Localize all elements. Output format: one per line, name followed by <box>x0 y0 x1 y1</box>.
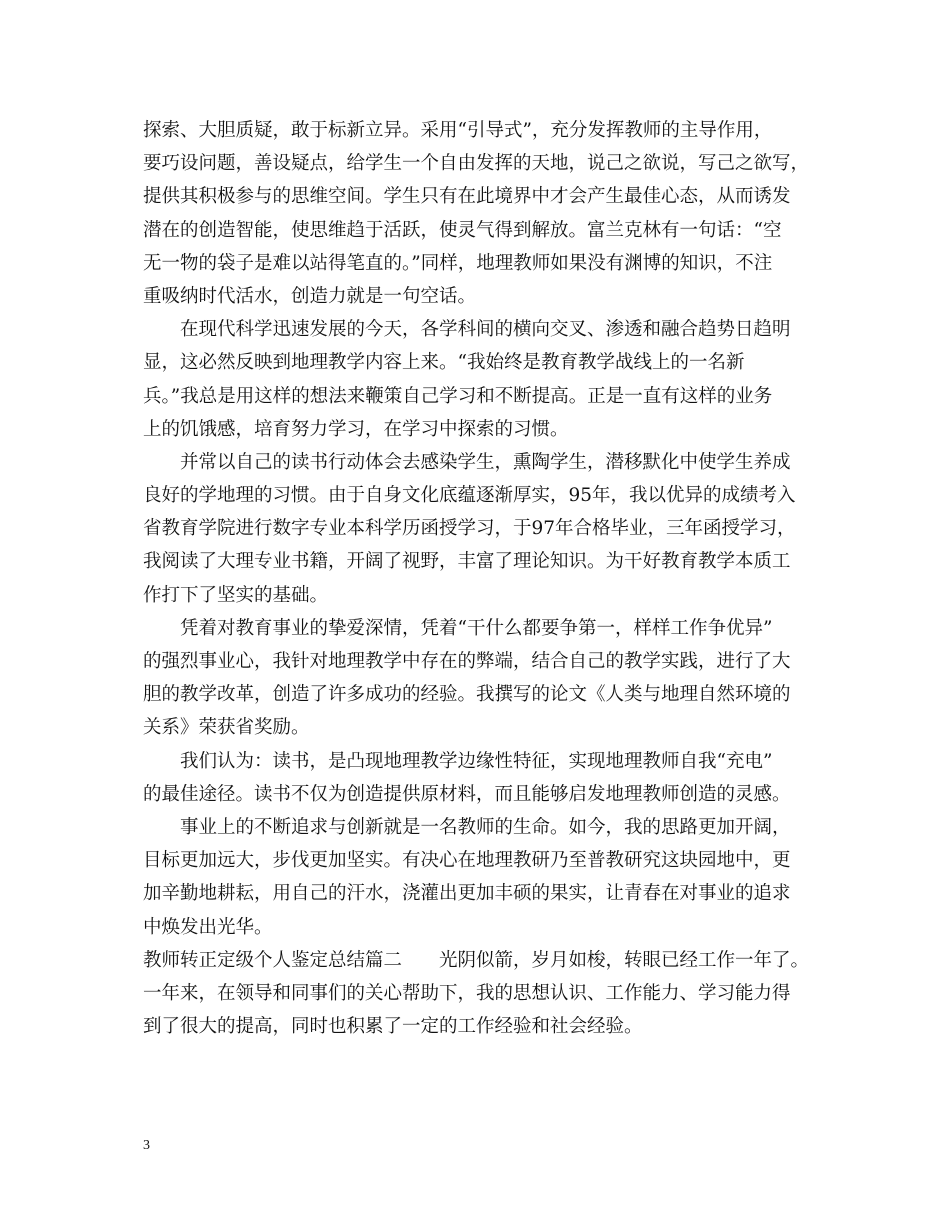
text-line: 上的饥饿感，培育努力学习，在学习中探索的习惯。 <box>143 418 569 440</box>
text-line: 的最佳途径。读书不仅为创造提供原材料，而且能够启发地理教师创造的灵感。 <box>143 783 791 805</box>
text-line: 关系》荣获省奖励。 <box>143 717 310 739</box>
page-number: 3 <box>143 1138 150 1153</box>
text-line: 一年来，在领导和同事们的关心帮助下，我的思想认识、工作能力、学习能力得 <box>143 982 791 1004</box>
paragraph-start-line: 凭着对教育事业的挚爱深情，凭着“干什么都要争第一，样样工作争优异” <box>180 617 773 639</box>
text-line: 中焕发出光华。 <box>143 916 273 938</box>
text-line: 作打下了坚实的基础。 <box>143 584 329 606</box>
text-line: 无一物的袋子是难以站得笔直的。”同样，地理教师如果没有渊博的知识，不注 <box>143 252 773 274</box>
text-line: 良好的学地理的习惯。由于自身文化底蕴逐渐厚实，95年，我以优异的成绩考入 <box>143 485 796 507</box>
text-line: 兵。”我总是用这样的想法来鞭策自己学习和不断提高。正是一直有这样的业务 <box>143 385 773 407</box>
text-line: 加辛勤地耕耘，用自己的汗水，浇灌出更加丰硕的果实，让青春在对事业的追求 <box>143 883 791 905</box>
text-line: 探索、大胆质疑，敢于标新立异。采用“引导式”，充分发挥教师的主导作用， <box>143 120 773 141</box>
body-text <box>143 114 823 1043</box>
text-line: 我阅读了大理专业书籍，开阔了视野，丰富了理论知识。为干好教育教学本质工 <box>143 551 791 573</box>
paragraph-start-line: 在现代科学迅速发展的今天，各学科间的横向交叉、渗透和融合趋势日趋明 <box>180 319 791 341</box>
text-line: 提供其积极参与的思维空间。学生只有在此境界中才会产生最佳心态，从而诱发 <box>143 186 791 208</box>
section-heading-line: 教师转正定级个人鉴定总结篇二 光阴似箭，岁月如梭，转眼已经工作一年了。 <box>143 949 810 971</box>
text-line: 显，这必然反映到地理教学内容上来。“我始终是教育教学战线上的一名新 <box>143 352 745 374</box>
text-line: 胆的教学改革，创造了许多成功的经验。我撰写的论文《人类与地理自然环境的 <box>143 684 791 706</box>
text-line: 的强烈事业心，我针对地理教学中存在的弊端，结合自己的教学实践，进行了大 <box>143 651 791 672</box>
paragraph-start-line: 事业上的不断追求与创新就是一名教师的生命。如今，我的思路更加开阔， <box>180 816 791 838</box>
paragraph-start-line: 并常以自己的读书行动体会去感染学生，熏陶学生，潜移默化中使学生养成 <box>180 451 791 473</box>
text-line: 目标更加远大，步伐更加坚实。有决心在地理教研乃至普教研究这块园地中，更 <box>143 850 791 872</box>
text-line: 重吸纳时代活水，创造力就是一句空话。 <box>143 285 477 307</box>
text-line: 潜在的创造智能，使思维趋于活跃，使灵气得到解放。富兰克林有一句话：“空 <box>143 219 782 241</box>
paragraph-start-line: 我们认为：读书，是凸现地理教学边缘性特征，实现地理教师自我“充电” <box>180 750 773 772</box>
text-line: 要巧设问题，善设疑点，给学生一个自由发挥的天地，说己之欲说，写己之欲写， <box>143 153 810 175</box>
text-line: 省教育学院进行数字专业本科学历函授学习，于97年合格毕业，三年函授学习， <box>143 518 796 540</box>
text-line: 到了很大的提高，同时也积累了一定的工作经验和社会经验。 <box>143 1016 643 1038</box>
